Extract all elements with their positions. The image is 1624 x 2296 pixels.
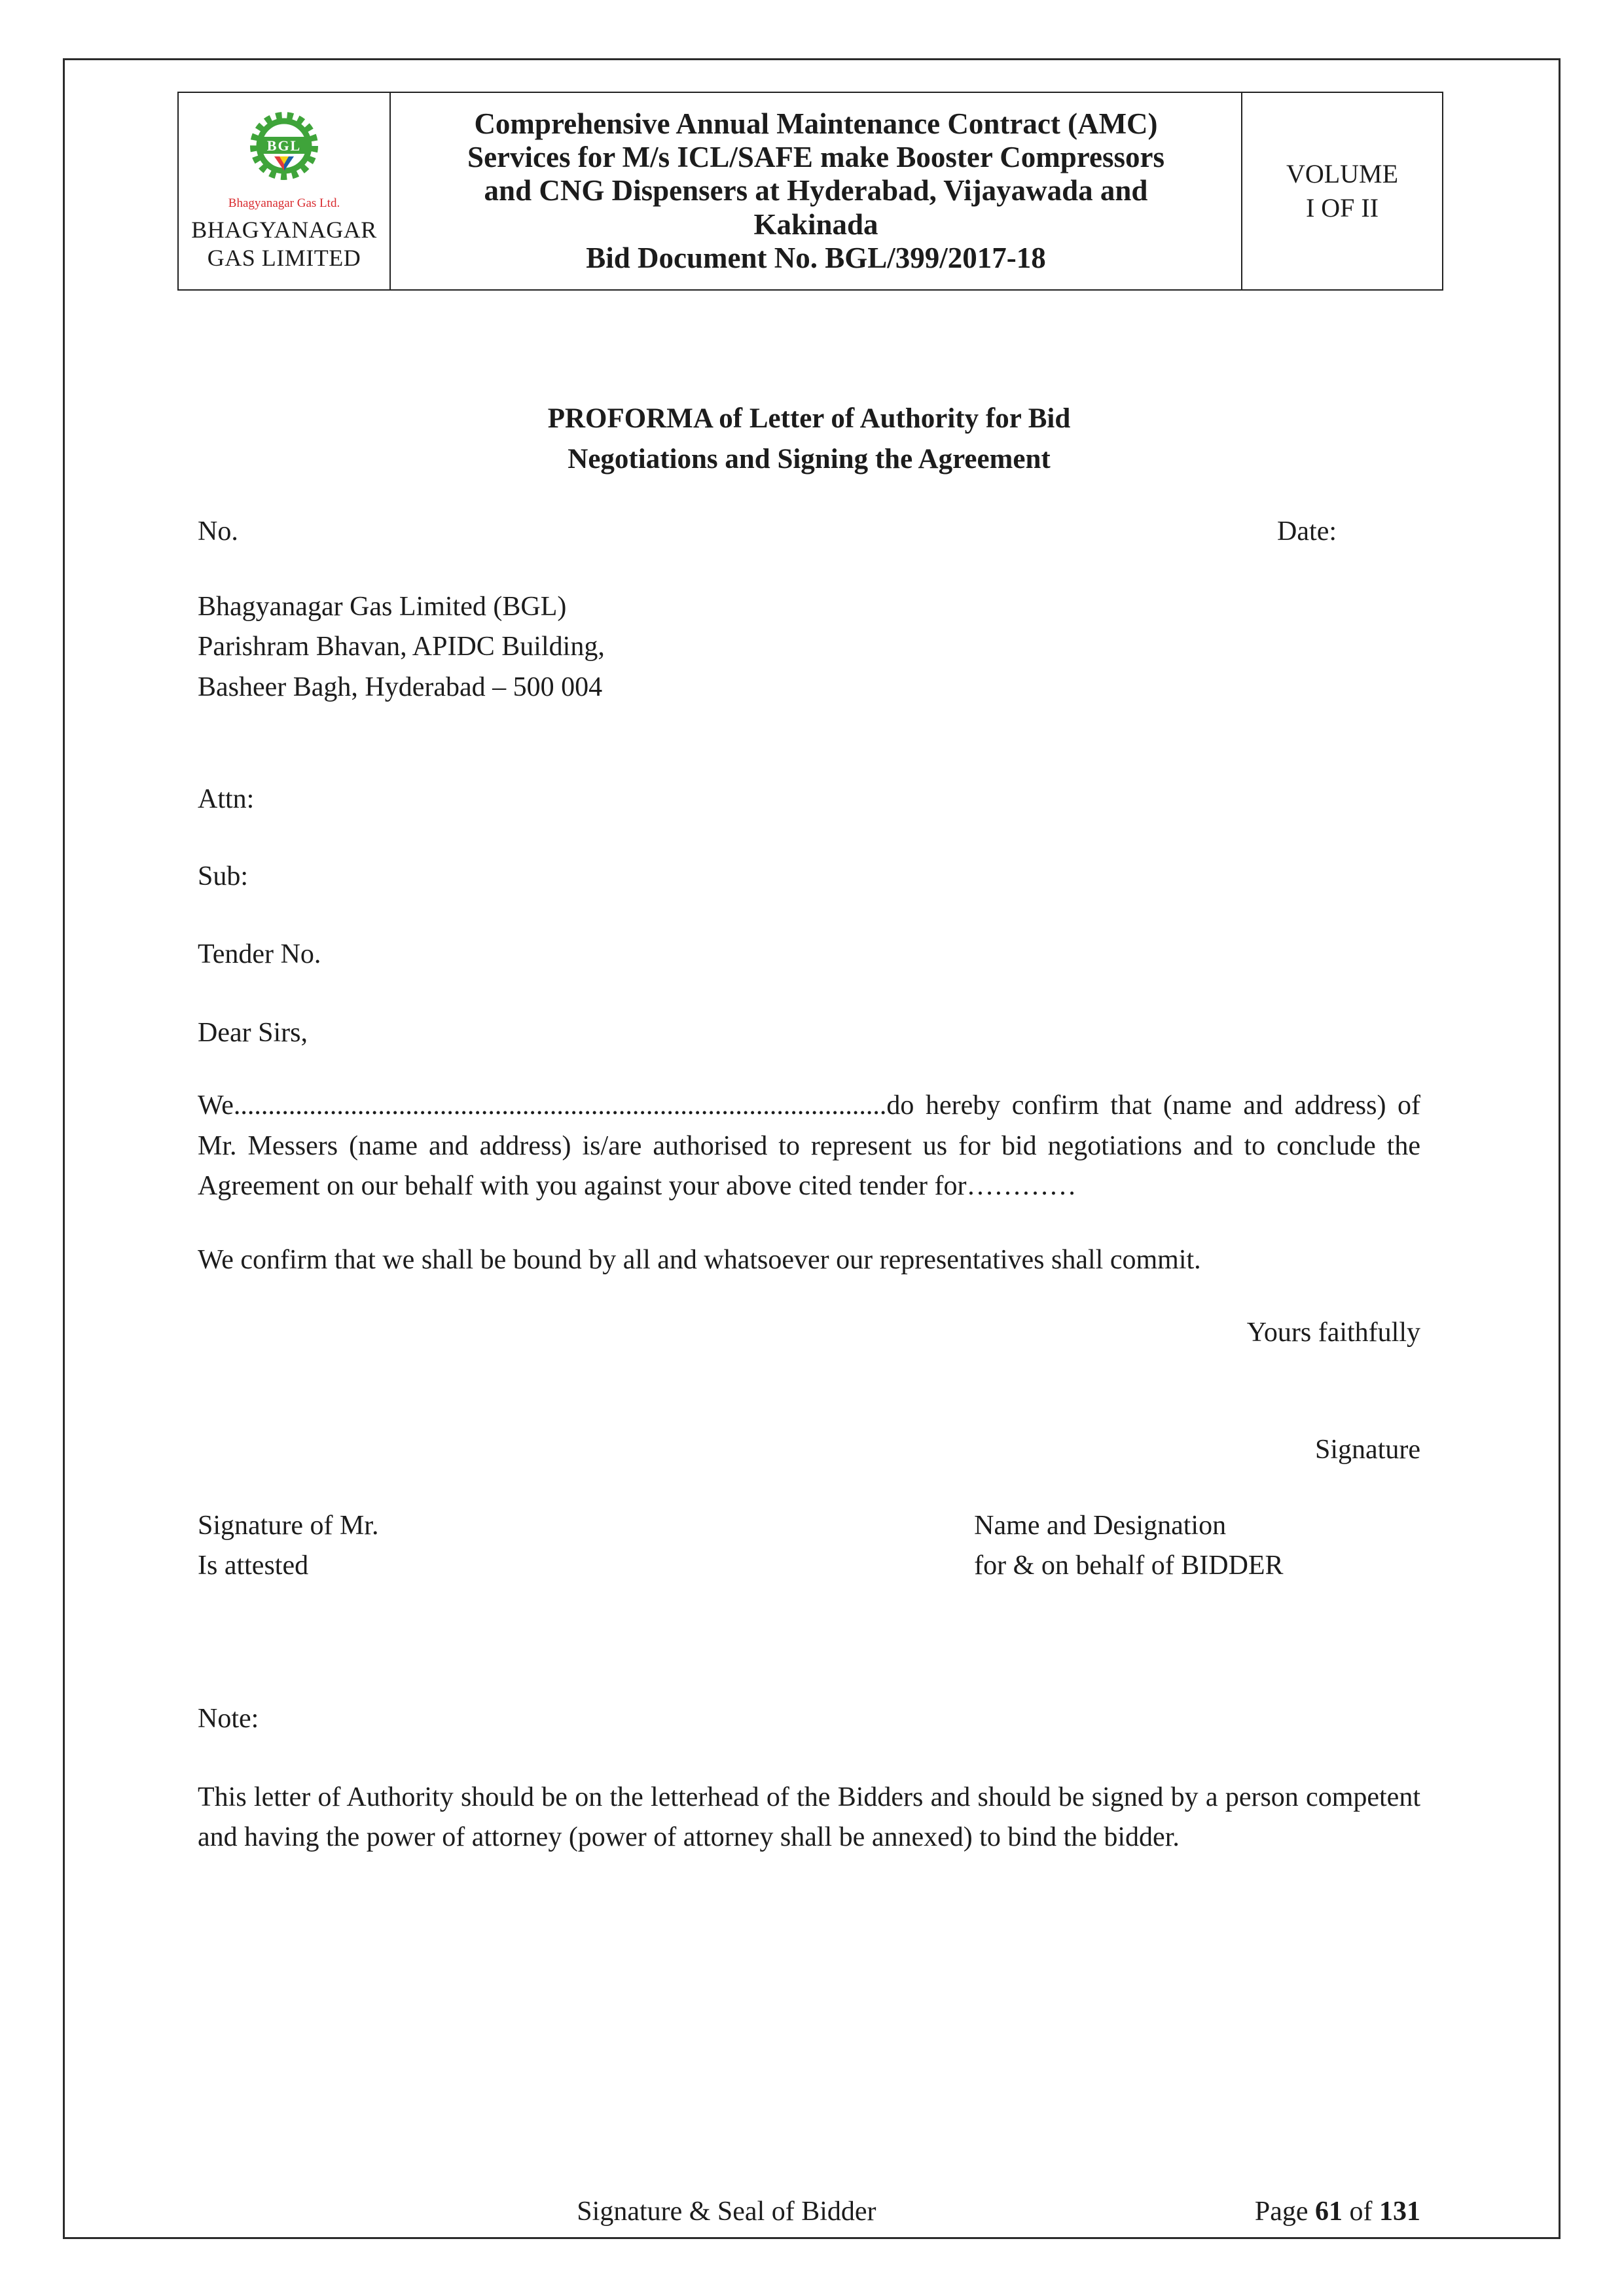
text-line: VOLUME <box>1286 159 1399 188</box>
page-content <box>191 92 1420 1858</box>
text-line: Name and Designation <box>974 1511 1227 1541</box>
letter-heading <box>198 399 1420 480</box>
signature-attestation-left <box>198 1506 974 1587</box>
note-paragraph: This letter of Authority should be on the letterhead of the Bidders and should be signed by a person competent and having the power of attorney (power of attorney shall be annexed) to bind the bidder. <box>198 1782 1420 1853</box>
text-line: Is attested <box>198 1551 309 1581</box>
text-line: I OF II <box>1305 193 1379 223</box>
attn-label: Attn: <box>198 783 255 814</box>
body-paragraph-confirmation: We confirm that we shall be bound by all and whatsoever our representatives shall commit. <box>198 1245 1201 1276</box>
no-label: No. <box>198 516 238 547</box>
recipient-address <box>198 587 1420 708</box>
note-label: Note: <box>198 1703 259 1734</box>
text-line: GAS LIMITED <box>207 245 361 272</box>
footer-signature-seal: Signature & Seal of Bidder <box>577 2196 876 2227</box>
volume-cell <box>1241 93 1442 289</box>
salutation: Dear Sirs, <box>198 1017 308 1048</box>
text-line: BHAGYANAGAR <box>191 217 377 243</box>
page-total: 131 <box>1379 2196 1420 2227</box>
text-line: Basheer Bagh, Hyderabad – 500 004 <box>198 672 603 702</box>
text-line: Kakinada <box>753 207 878 241</box>
text-line: Services for M/s ICL/SAFE make Booster Compressors <box>467 141 1164 174</box>
date-label: Date: <box>1277 516 1337 547</box>
text-line: Comprehensive Annual Maintenance Contract (AMC) <box>474 107 1158 140</box>
header-title-cell <box>389 93 1241 289</box>
bgl-gear-logo-icon <box>235 109 333 196</box>
text-line: Signature of Mr. <box>198 1511 379 1541</box>
page-number: 61 <box>1315 2196 1343 2227</box>
logo-cell <box>179 93 389 289</box>
text-line: PROFORMA of Letter of Authority for Bid <box>547 403 1071 434</box>
page-word: Page <box>1254 2196 1315 2227</box>
text-line: for & on behalf of BIDDER <box>974 1551 1284 1581</box>
bid-document-number: Bid Document No. BGL/399/2017-18 <box>586 241 1046 274</box>
text-line: Parishram Bhavan, APIDC Building, <box>198 632 605 662</box>
org-name <box>191 216 377 272</box>
tender-no-label: Tender No. <box>198 939 321 969</box>
signature-word: Signature <box>1315 1434 1420 1465</box>
body-paragraph-authorisation: We...............................................................................................do hereby confirm that (name and address) of Mr. Messers (name and address) is/are authorised to represent us for bid negotiations and to conclude the Agreement on our behalf with you against your above cited tender for………… <box>198 1090 1420 1201</box>
closing-yours-faithfully: Yours faithfully <box>1246 1318 1420 1348</box>
header-title <box>408 107 1224 242</box>
logo-tagline: Bhagyanagar Gas Ltd. <box>228 196 340 211</box>
header-table <box>177 92 1443 291</box>
sub-label: Sub: <box>198 861 249 892</box>
signature-attestation-right <box>974 1506 1420 1587</box>
svg-text:BGL: BGL <box>266 137 302 154</box>
text-line: Bhagyanagar Gas Limited (BGL) <box>198 592 567 622</box>
text-line: and CNG Dispensers at Hyderabad, Vijayawada and <box>484 174 1148 207</box>
page-number-indicator <box>1255 2192 1420 2232</box>
text-line: Negotiations and Signing the Agreement <box>568 444 1051 475</box>
page-footer <box>198 2192 1420 2232</box>
page-of-word: of <box>1343 2196 1379 2227</box>
signature-attestation-row <box>198 1506 1420 1587</box>
no-date-row <box>198 512 1420 552</box>
